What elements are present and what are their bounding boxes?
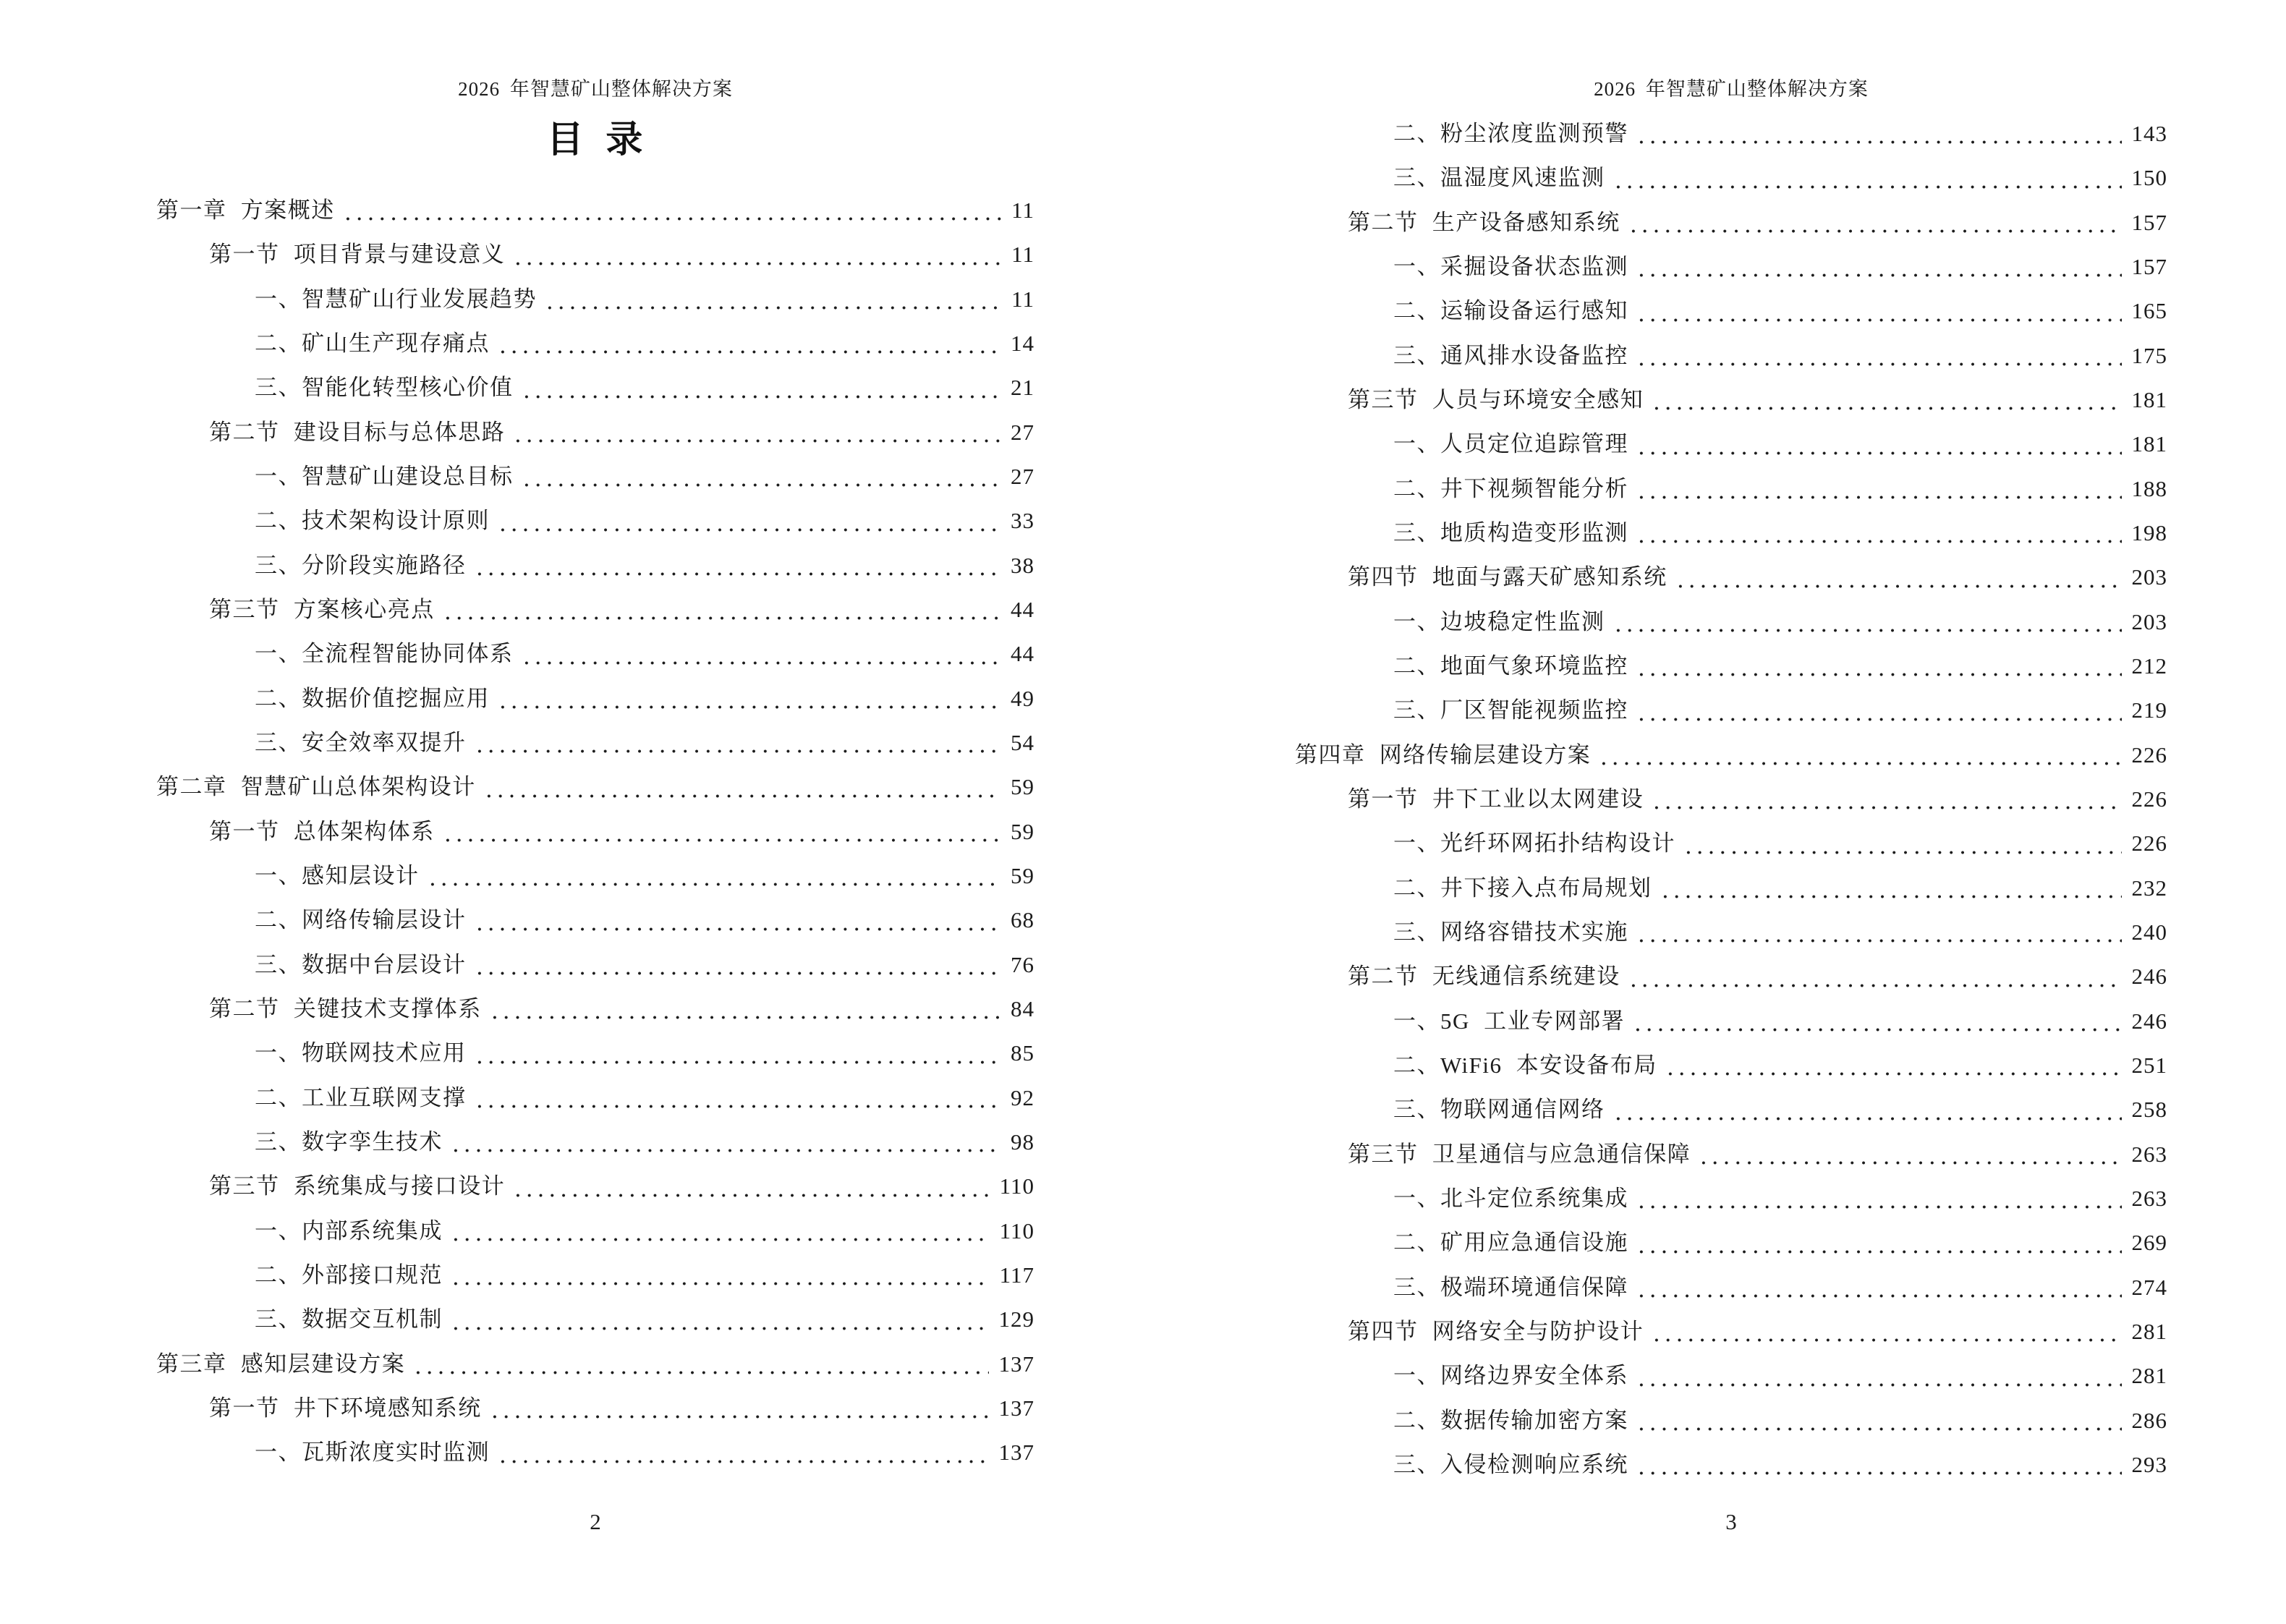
toc-entry-label: 一、5G 工业专网部署 — [1393, 1008, 1626, 1034]
toc-entry-label: 第四章 网络传输层建设方案 — [1295, 741, 1592, 768]
toc-entry-label: 第三节 卫星通信与应急通信保障 — [1348, 1141, 1691, 1167]
toc-entry-label: 第三节 系统集成与接口设计 — [209, 1173, 506, 1199]
toc-entry — [1295, 1309, 2167, 1353]
dot-leader — [482, 765, 1000, 809]
toc-entry-page: 226 — [2131, 786, 2167, 812]
toc-entry-page: 226 — [2131, 741, 2167, 768]
toc-entry-label: 二、井下视频智能分析 — [1393, 475, 1628, 501]
dot-leader — [1634, 422, 2122, 466]
toc-entry-label: 三、地质构造变形监测 — [1393, 519, 1628, 545]
dot-leader — [1634, 333, 2122, 378]
toc-entry — [156, 1430, 1034, 1474]
toc-entry-label: 一、全流程智能协同体系 — [255, 641, 514, 667]
toc-entry-label: 第一节 井下工业以太网建设 — [1348, 786, 1644, 812]
toc-entry-label: 三、温湿度风速监测 — [1393, 165, 1605, 191]
toc-entry — [156, 676, 1034, 720]
toc-entry — [1295, 289, 2167, 333]
toc-entry — [1295, 600, 2167, 644]
toc-entry-label: 三、厂区智能视频监控 — [1393, 697, 1628, 723]
toc-entry-page: 240 — [2131, 919, 2167, 945]
toc-entry-page: 38 — [1011, 552, 1034, 578]
toc-entry-label: 二、数据传输加密方案 — [1393, 1407, 1628, 1433]
dot-leader — [441, 809, 1000, 854]
toc-entry-label: 一、光纤环网拓扑结构设计 — [1393, 830, 1675, 856]
dot-leader — [1634, 1353, 2122, 1398]
toc-entry-page: 281 — [2131, 1318, 2167, 1344]
toc-entry — [1295, 467, 2167, 511]
toc-entry-page: 21 — [1011, 375, 1034, 401]
toc-entry-label: 第二节 生产设备感知系统 — [1348, 209, 1620, 235]
toc-page-right — [1143, 0, 2286, 1624]
toc-entry-page: 286 — [2131, 1407, 2167, 1433]
toc-entry-page: 198 — [2131, 519, 2167, 545]
dot-leader — [1634, 467, 2122, 511]
toc-entry-label: 二、网络传输层设计 — [255, 907, 467, 933]
toc-entry-page: 68 — [1011, 907, 1034, 933]
toc-entry — [156, 1076, 1034, 1120]
toc-entry — [156, 987, 1034, 1031]
toc-entry-page: 212 — [2131, 652, 2167, 679]
toc-entry-page: 181 — [2131, 386, 2167, 412]
toc-entry-label: 二、工业互联网支撑 — [255, 1084, 467, 1110]
toc-entry — [1295, 200, 2167, 245]
toc-entry-label: 第二节 无线通信系统建设 — [1348, 964, 1620, 990]
dot-leader — [511, 1164, 989, 1208]
dot-leader — [488, 1386, 989, 1430]
dot-leader — [1634, 688, 2122, 732]
toc-entry-label: 一、北斗定位系统集成 — [1393, 1185, 1628, 1211]
document-header: 2026 年智慧矿山整体解决方案 — [1594, 78, 1869, 100]
toc-entry-page: 219 — [2131, 697, 2167, 723]
toc-entry — [156, 809, 1034, 854]
toc-entry-page: 44 — [1011, 596, 1034, 622]
toc-entry-page: 137 — [998, 1440, 1034, 1466]
toc-entry — [156, 765, 1034, 809]
toc-entry — [1295, 1220, 2167, 1264]
toc-entry-label: 一、感知层设计 — [255, 862, 420, 888]
toc-entry — [1295, 1265, 2167, 1309]
toc-entry-label: 三、物联网通信网络 — [1393, 1097, 1605, 1123]
toc-entry — [156, 498, 1034, 543]
page-number: 3 — [1725, 1509, 1737, 1534]
toc-entry-label: 三、分阶段实施路径 — [255, 552, 467, 578]
dot-leader — [1631, 999, 2121, 1043]
toc-list — [1295, 111, 2167, 1487]
dot-leader — [1611, 1087, 2122, 1131]
toc-entry-page: 181 — [2131, 431, 2167, 457]
dot-leader — [1634, 910, 2122, 954]
dot-leader — [1634, 1442, 2122, 1487]
toc-entry-page: 27 — [1011, 419, 1034, 445]
toc-entry-label: 第三章 感知层建设方案 — [156, 1351, 406, 1377]
toc-entry-page: 129 — [998, 1306, 1034, 1332]
toc-entry-page: 59 — [1011, 818, 1034, 844]
toc-entry — [1295, 1353, 2167, 1398]
dot-leader — [519, 454, 1001, 498]
toc-entry — [1295, 1176, 2167, 1220]
toc-entry-page: 246 — [2131, 964, 2167, 990]
toc-entry-page: 49 — [1011, 685, 1034, 711]
dot-leader — [341, 188, 1001, 232]
toc-entry-label: 第一节 项目背景与建设意义 — [209, 242, 506, 268]
toc-entry — [1295, 511, 2167, 555]
toc-entry-label: 二、外部接口规范 — [255, 1262, 443, 1288]
dot-leader — [1696, 1132, 2121, 1176]
toc-entry-label: 第一节 总体架构体系 — [209, 818, 435, 844]
toc-entry — [1295, 555, 2167, 599]
dot-leader — [1634, 644, 2122, 688]
toc-entry — [1295, 1132, 2167, 1176]
toc-entry — [1295, 1087, 2167, 1131]
toc-entry — [156, 632, 1034, 676]
dot-leader — [449, 1253, 990, 1297]
toc-entry-label: 一、智慧矿山建设总目标 — [255, 463, 514, 489]
dot-leader — [511, 232, 1001, 276]
toc-entry-page: 11 — [1011, 242, 1034, 268]
toc-entry — [1295, 156, 2167, 200]
dot-leader — [1611, 600, 2122, 644]
toc-entry-label: 第一节 井下环境感知系统 — [209, 1395, 482, 1421]
toc-entry-label: 第三节 人员与环境安全感知 — [1348, 386, 1644, 412]
toc-entry — [156, 1209, 1034, 1253]
dot-leader — [449, 1297, 989, 1341]
toc-entry — [156, 854, 1034, 898]
toc-entry — [1295, 333, 2167, 378]
toc-entry-page: 175 — [2131, 342, 2167, 368]
toc-entry-label: 三、数字孪生技术 — [255, 1128, 443, 1155]
toc-list — [156, 188, 1034, 1475]
dot-leader — [1649, 378, 2121, 422]
toc-entry-label: 二、井下接入点布局规划 — [1393, 875, 1652, 901]
toc-entry — [156, 188, 1034, 232]
dot-leader — [449, 1209, 990, 1253]
toc-entry-page: 11 — [1011, 197, 1034, 223]
toc-entry-page: 59 — [1011, 862, 1034, 888]
toc-entry-page: 14 — [1011, 330, 1034, 356]
toc-entry — [156, 454, 1034, 498]
toc-entry — [1295, 1442, 2167, 1487]
toc-entry — [1295, 422, 2167, 466]
toc-entry — [156, 587, 1034, 632]
dot-leader — [496, 498, 1000, 543]
toc-entry — [1295, 954, 2167, 998]
toc-entry-label: 第二节 建设目标与总体思路 — [209, 419, 506, 445]
dot-leader — [1663, 1043, 2122, 1087]
toc-entry-label: 一、瓦斯浓度实时监测 — [255, 1440, 490, 1466]
toc-entry-page: 150 — [2131, 165, 2167, 191]
dot-leader — [1597, 733, 2121, 777]
toc-entry-page: 232 — [2131, 875, 2167, 901]
toc-entry-label: 二、数据价值挖掘应用 — [255, 685, 490, 711]
toc-entry-label: 第二节 关键技术支撑体系 — [209, 995, 482, 1021]
toc-entry-page: 11 — [1011, 286, 1034, 312]
dot-leader — [472, 898, 1001, 942]
toc-entry — [156, 543, 1034, 587]
toc-entry-page: 98 — [1011, 1128, 1034, 1155]
toc-entry — [1295, 1043, 2167, 1087]
toc-entry-page: 274 — [2131, 1274, 2167, 1300]
dot-leader — [411, 1342, 988, 1386]
toc-entry-page: 269 — [2131, 1230, 2167, 1256]
toc-entry-page: 263 — [2131, 1141, 2167, 1167]
document-header: 2026 年智慧矿山整体解决方案 — [458, 78, 733, 100]
toc-entry — [156, 1031, 1034, 1075]
dot-leader — [1649, 1309, 2121, 1353]
toc-entry — [156, 1120, 1034, 1164]
toc-entry-label: 一、物联网技术应用 — [255, 1040, 467, 1066]
toc-entry-page: 258 — [2131, 1097, 2167, 1123]
toc-entry-label: 一、采掘设备状态监测 — [1393, 253, 1628, 279]
toc-entry-label: 二、粉尘浓度监测预警 — [1393, 121, 1628, 146]
dot-leader — [1634, 1176, 2122, 1220]
dot-leader — [441, 587, 1000, 632]
dot-leader — [1649, 777, 2121, 821]
toc-entry — [1295, 245, 2167, 289]
dot-leader — [496, 676, 1000, 720]
toc-entry-page: 137 — [998, 1395, 1034, 1421]
toc-entry-label: 二、矿山生产现存痛点 — [255, 330, 490, 356]
toc-entry-label: 三、网络容错技术实施 — [1393, 919, 1628, 945]
toc-entry — [1295, 111, 2167, 156]
toc-entry-page: 157 — [2131, 209, 2167, 235]
page-number: 2 — [590, 1509, 601, 1534]
dot-leader — [425, 854, 1001, 898]
toc-entry-label: 三、极端环境通信保障 — [1393, 1274, 1628, 1300]
toc-entry-page: 203 — [2131, 608, 2167, 634]
toc-entry-label: 二、技术架构设计原则 — [255, 508, 490, 534]
dot-leader — [472, 1076, 1001, 1120]
toc-entry-label: 三、数据交互机制 — [255, 1306, 443, 1332]
dot-leader — [449, 1120, 1000, 1164]
dot-leader — [1673, 555, 2122, 599]
toc-entry-page: 246 — [2131, 1008, 2167, 1034]
dot-leader — [472, 543, 1001, 587]
toc-entry-page: 110 — [999, 1217, 1034, 1243]
toc-entry — [156, 410, 1034, 454]
dot-leader — [1634, 111, 2122, 156]
toc-entry-label: 第二章 智慧矿山总体架构设计 — [156, 774, 476, 800]
toc-entry — [1295, 644, 2167, 688]
toc-entry — [156, 321, 1034, 365]
toc-entry — [156, 365, 1034, 409]
toc-entry-page: 85 — [1011, 1040, 1034, 1066]
toc-entry-label: 第四节 地面与露天矿感知系统 — [1348, 564, 1667, 590]
toc-entry-label: 二、运输设备运行感知 — [1393, 298, 1628, 324]
dot-leader — [496, 1430, 989, 1474]
toc-entry — [1295, 688, 2167, 732]
toc-entry-label: 第一章 方案概述 — [156, 197, 335, 223]
dot-leader — [472, 1031, 1001, 1075]
dot-leader — [496, 321, 1000, 365]
toc-entry — [156, 720, 1034, 765]
toc-entry-page: 263 — [2131, 1185, 2167, 1211]
toc-entry-page: 226 — [2131, 830, 2167, 856]
toc-entry-page: 188 — [2131, 475, 2167, 501]
dot-leader — [1634, 245, 2122, 289]
toc-entry-label: 三、数据中台层设计 — [255, 951, 467, 977]
toc-entry-label: 第三节 方案核心亮点 — [209, 596, 435, 622]
dot-leader — [1611, 156, 2122, 200]
toc-entry — [156, 898, 1034, 942]
dot-leader — [1634, 1265, 2122, 1309]
toc-entry-label: 二、地面气象环境监控 — [1393, 652, 1628, 679]
toc-entry — [156, 1297, 1034, 1341]
dot-leader — [1634, 1398, 2122, 1442]
toc-entry — [1295, 378, 2167, 422]
toc-entry-label: 三、入侵检测响应系统 — [1393, 1451, 1628, 1477]
toc-entry-label: 二、矿用应急通信设施 — [1393, 1230, 1628, 1256]
toc-entry-page: 110 — [999, 1173, 1034, 1199]
dot-leader — [472, 720, 1001, 765]
toc-entry-page: 293 — [2131, 1451, 2167, 1477]
toc-entry-page: 92 — [1011, 1084, 1034, 1110]
toc-entry-label: 三、通风排水设备监控 — [1393, 342, 1628, 368]
dot-leader — [1634, 289, 2122, 333]
toc-entry-page: 203 — [2131, 564, 2167, 590]
toc-entry — [156, 1253, 1034, 1297]
toc-entry — [156, 277, 1034, 321]
toc-entry-label: 一、边坡稳定性监测 — [1393, 608, 1605, 634]
dot-leader — [1634, 511, 2122, 555]
toc-entry-page: 33 — [1011, 508, 1034, 534]
toc-entry — [156, 1342, 1034, 1386]
toc-entry-label: 二、WiFi6 本安设备布局 — [1393, 1052, 1657, 1078]
toc-entry-page: 117 — [999, 1262, 1034, 1288]
toc-entry-page: 165 — [2131, 298, 2167, 324]
dot-leader — [1626, 200, 2122, 245]
toc-entry — [1295, 777, 2167, 821]
toc-entry — [1295, 910, 2167, 954]
toc-entry-label: 第四节 网络安全与防护设计 — [1348, 1318, 1644, 1344]
dot-leader — [1634, 1220, 2122, 1264]
dot-leader — [1681, 821, 2122, 865]
toc-entry-label: 一、人员定位追踪管理 — [1393, 431, 1628, 457]
toc-entry-page: 27 — [1011, 463, 1034, 489]
dot-leader — [472, 943, 1001, 987]
toc-entry-page: 76 — [1011, 951, 1034, 977]
toc-entry — [1295, 1398, 2167, 1442]
toc-entry-page: 59 — [1011, 774, 1034, 800]
toc-entry-label: 三、智能化转型核心价值 — [255, 375, 514, 401]
dot-leader — [1626, 954, 2122, 998]
toc-entry-page: 251 — [2131, 1052, 2167, 1078]
dot-leader — [488, 987, 1000, 1031]
toc-entry-label: 一、网络边界安全体系 — [1393, 1363, 1628, 1389]
dot-leader — [511, 410, 1000, 454]
toc-entry — [156, 232, 1034, 276]
toc-entry-page: 84 — [1011, 995, 1034, 1021]
toc-entry — [1295, 733, 2167, 777]
toc-entry-label: 一、内部系统集成 — [255, 1217, 443, 1243]
toc-entry-page: 44 — [1011, 641, 1034, 667]
dot-leader — [543, 277, 1001, 321]
toc-title: 目 录 — [546, 120, 645, 161]
toc-entry — [156, 1164, 1034, 1208]
toc-entry — [1295, 866, 2167, 910]
toc-entry — [1295, 999, 2167, 1043]
toc-entry-label: 三、安全效率双提升 — [255, 729, 467, 755]
dot-leader — [519, 632, 1001, 676]
toc-entry — [156, 1386, 1034, 1430]
dot-leader — [519, 365, 1001, 409]
toc-entry-page: 137 — [998, 1351, 1034, 1377]
toc-entry-page: 143 — [2131, 121, 2167, 146]
toc-entry-label: 一、智慧矿山行业发展趋势 — [255, 286, 537, 312]
toc-entry — [156, 943, 1034, 987]
dot-leader — [1658, 866, 2122, 910]
toc-entry-page: 281 — [2131, 1363, 2167, 1389]
toc-entry-page: 157 — [2131, 253, 2167, 279]
toc-entry — [1295, 821, 2167, 865]
toc-entry-page: 54 — [1011, 729, 1034, 755]
